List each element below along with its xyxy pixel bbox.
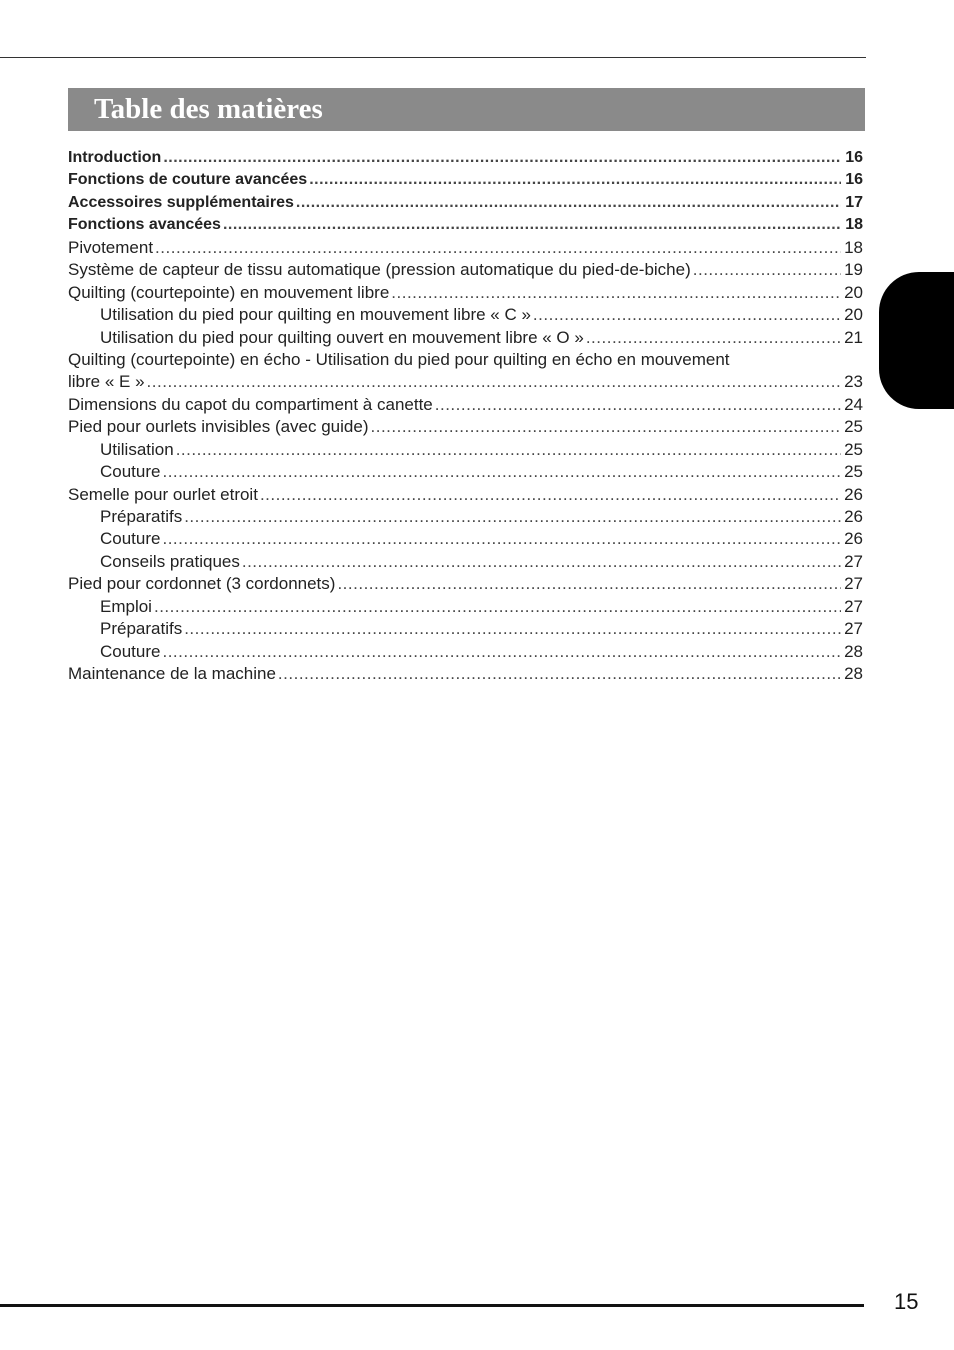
toc-entry-page: 16 [845, 171, 863, 189]
toc-entry[interactable] [68, 349, 863, 371]
toc-entry-label: Couture [100, 462, 161, 482]
toc-entry-label: Préparatifs [100, 507, 183, 526]
toc-entry[interactable] [68, 192, 863, 214]
toc-entry-page: 28 [844, 664, 863, 684]
toc-entry-label: Conseils pratiques [100, 551, 240, 571]
toc-entry-page: 16 [845, 149, 863, 166]
toc-entry[interactable] [68, 214, 863, 236]
dot-leader [533, 304, 841, 326]
toc-entry-page: 20 [844, 305, 863, 325]
toc-entry-page: 21 [844, 327, 863, 347]
toc-entry-label: Couture [100, 641, 161, 661]
toc-entry[interactable] [68, 618, 863, 640]
toc-entry-page: 17 [845, 193, 863, 211]
toc-entry[interactable] [68, 596, 863, 618]
dot-leader [391, 282, 841, 304]
toc-entry-page: 23 [844, 372, 863, 392]
dot-leader [296, 192, 841, 214]
dot-leader [242, 551, 841, 573]
toc-entry-label: Semelle pour ourlet etroit [68, 484, 258, 504]
dot-leader [147, 371, 841, 393]
dot-leader [154, 596, 841, 618]
toc-entry-label: Utilisation [100, 439, 174, 459]
toc-entry[interactable] [68, 304, 863, 326]
page-number: 15 [894, 1289, 919, 1314]
toc-entry[interactable] [68, 282, 863, 304]
toc-entry[interactable] [68, 484, 863, 506]
toc-entry-label: Emploi [100, 596, 152, 616]
bottom-rule [0, 1304, 864, 1307]
toc-entry-label: Accessoires supplémentaires [68, 193, 294, 211]
dot-leader [278, 663, 841, 685]
dot-leader [371, 416, 842, 438]
toc-entry-label: Quilting (courtepointe) en écho - Utilisation du pied pour quilting en écho en mouvement [68, 349, 730, 369]
toc-entry[interactable] [68, 371, 863, 393]
toc-entry-page: 27 [844, 596, 863, 616]
toc-entry-label: Couture [100, 529, 161, 549]
toc-entry[interactable] [68, 394, 863, 416]
table-of-contents [68, 147, 863, 686]
dot-leader [223, 214, 841, 236]
toc-entry-page: 27 [844, 619, 863, 639]
toc-entry-label: Pied pour ourlets invisibles (avec guide) [68, 417, 369, 437]
toc-entry[interactable] [68, 416, 863, 438]
toc-entry-label: Quilting (courtepointe) en mouvement libre [68, 282, 390, 302]
toc-entry[interactable] [68, 461, 863, 483]
toc-entry-label: Introduction [68, 149, 162, 166]
toc-entry-page: 26 [844, 507, 863, 526]
toc-entry-label: Pivotement [68, 237, 154, 257]
toc-entry-label: Utilisation du pied pour quilting ouvert en mouvement libre « O » [100, 327, 584, 347]
toc-entry[interactable] [68, 259, 863, 281]
toc-entry[interactable] [68, 327, 863, 349]
chapter-tab [879, 272, 954, 409]
toc-entry-page: 18 [845, 216, 863, 234]
toc-entry-label: Maintenance de la machine [68, 664, 276, 684]
toc-entry[interactable] [68, 641, 863, 663]
dot-leader [435, 394, 841, 416]
dot-leader [163, 147, 841, 169]
dot-leader [184, 618, 841, 640]
dot-leader [693, 259, 841, 281]
toc-entry-label: Système de capteur de tissu automatique (pression automatique du pied-de-biche) [68, 260, 691, 280]
page-title: Table des matières [94, 93, 323, 125]
toc-entry[interactable] [68, 663, 863, 685]
dot-leader [162, 528, 841, 550]
toc-entry-label: Utilisation du pied pour quilting en mouvement libre « C » [100, 305, 531, 325]
toc-entry[interactable] [68, 551, 863, 573]
dot-leader [586, 327, 841, 349]
title-bar [68, 88, 865, 131]
toc-entry[interactable] [68, 237, 863, 259]
toc-entry-label: Fonctions avancées [68, 216, 221, 234]
dot-leader [309, 169, 841, 191]
toc-entry-page: 25 [844, 439, 863, 459]
toc-entry[interactable] [68, 506, 863, 528]
toc-entry[interactable] [68, 439, 863, 461]
toc-entry-page: 27 [844, 574, 863, 594]
dot-leader [162, 461, 841, 483]
toc-entry-label: Pied pour cordonnet (3 cordonnets) [68, 574, 336, 594]
toc-entry-page: 28 [844, 641, 863, 661]
dot-leader [184, 506, 841, 528]
toc-entry-label: libre « E » [68, 372, 145, 392]
toc-entry[interactable] [68, 147, 863, 169]
toc-entry-page: 25 [844, 417, 863, 437]
toc-entry-page: 26 [844, 484, 863, 504]
toc-entry-page: 19 [844, 260, 863, 280]
toc-entry-page: 25 [844, 462, 863, 482]
dot-leader [162, 641, 841, 663]
top-rule [0, 57, 866, 58]
toc-entry[interactable] [68, 169, 863, 191]
dot-leader [337, 573, 841, 595]
toc-entry-page: 20 [844, 282, 863, 302]
toc-entry-label: Fonctions de couture avancées [68, 171, 308, 189]
toc-entry-label: Dimensions du capot du compartiment à canette [68, 394, 433, 414]
toc-entry-page: 24 [844, 394, 863, 414]
toc-entry-page: 27 [844, 551, 863, 571]
dot-leader [260, 484, 841, 506]
toc-entry[interactable] [68, 528, 863, 550]
dot-leader [155, 237, 841, 259]
toc-entry-page: 18 [844, 237, 863, 257]
dot-leader [176, 439, 841, 461]
toc-entry-label: Préparatifs [100, 619, 183, 639]
toc-entry-page: 26 [844, 529, 863, 549]
toc-entry[interactable] [68, 573, 863, 595]
